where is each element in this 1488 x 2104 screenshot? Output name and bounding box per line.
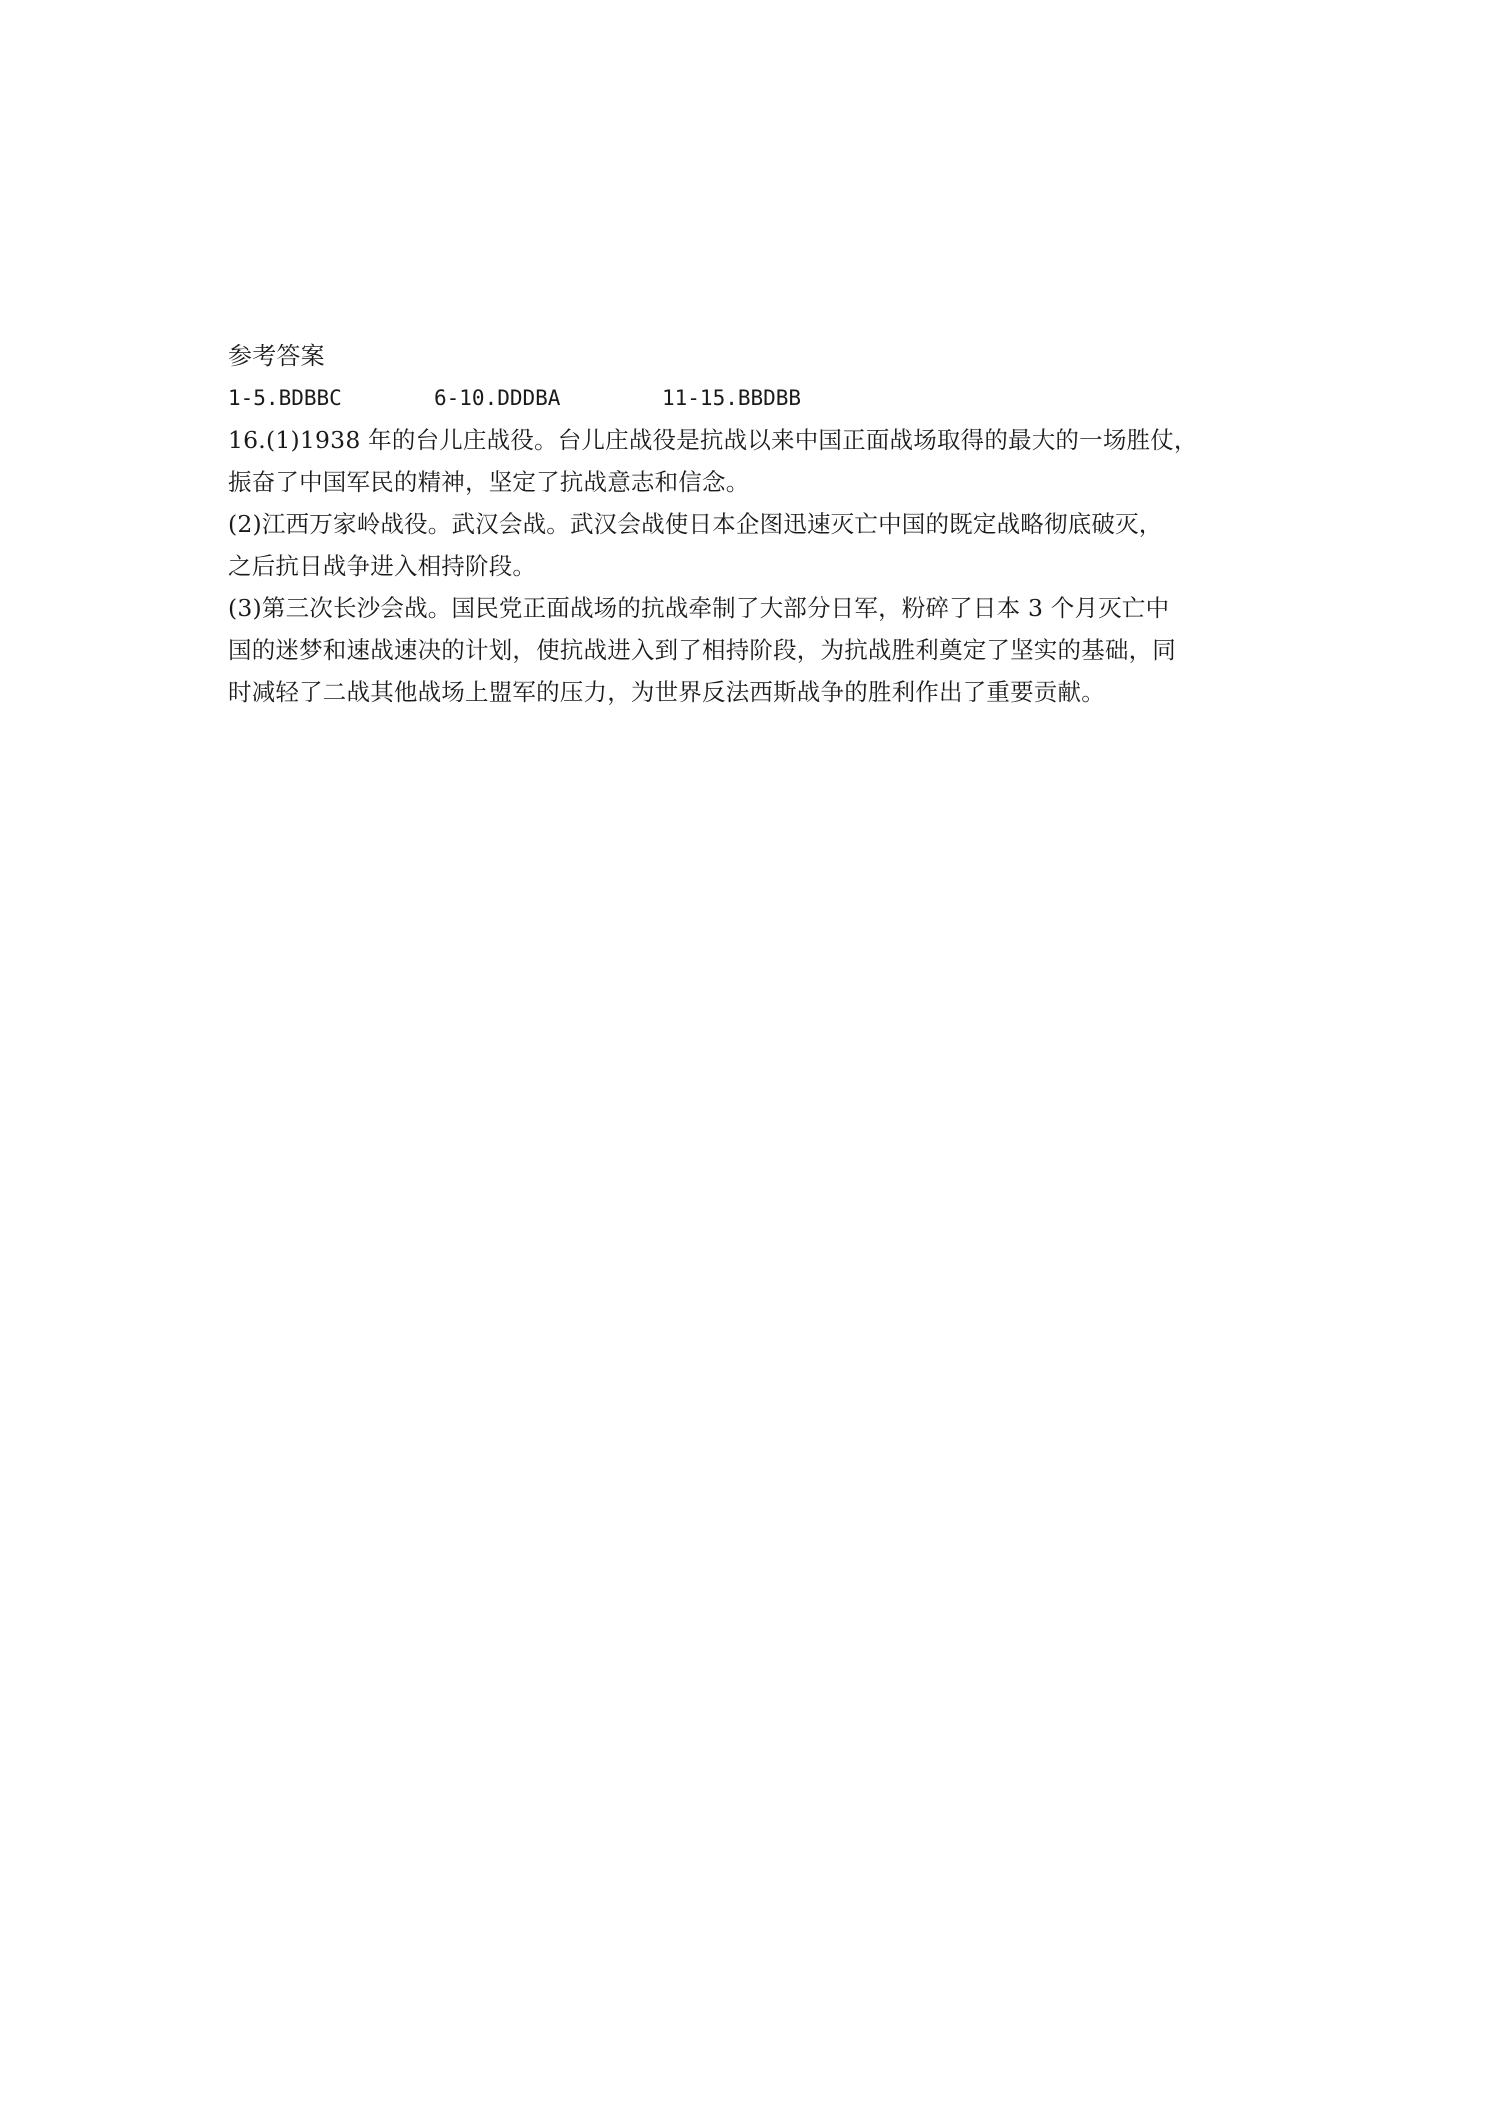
q16-part2-line2: 之后抗日战争进入相持阶段。 [228,552,537,580]
answer-key-section [228,335,1268,713]
mc-answers-1-5: 1-5.BDBBC [228,386,342,410]
q16-part1-line1: 16.(1)1938 年的台儿庄战役。台儿庄战役是抗战以来中国正面战场取得的最大的一场胜仗， [228,426,1198,454]
mc-answers-6-10: 6-10.DDDBA [434,386,561,410]
q16-part1-line2: 振奋了中国军民的精神，坚定了抗战意志和信念。 [228,468,750,496]
q16-part3-line1: (3)第三次长沙会战。国民党正面战场的抗战牵制了大部分日军，粉碎了日本 3 个月灭亡中 [228,594,1170,622]
q16-part3-line2: 国的迷梦和速战速决的计划，使抗战进入到了相持阶段，为抗战胜利奠定了坚实的基础，同 [228,636,1176,664]
q16-part3-line3: 时减轻了二战其他战场上盟军的压力，为世界反法西斯战争的胜利作出了重要贡献。 [228,678,1105,706]
multiple-choice-answers [228,377,1268,419]
mc-answers-11-15: 11-15.BBDBB [662,386,802,410]
q16-part2-line1: (2)江西万家岭战役。武汉会战。武汉会战使日本企图迅速灭亡中国的既定战略彻底破灭， [228,510,1163,538]
answer-key-title: 参考答案 [228,342,325,370]
